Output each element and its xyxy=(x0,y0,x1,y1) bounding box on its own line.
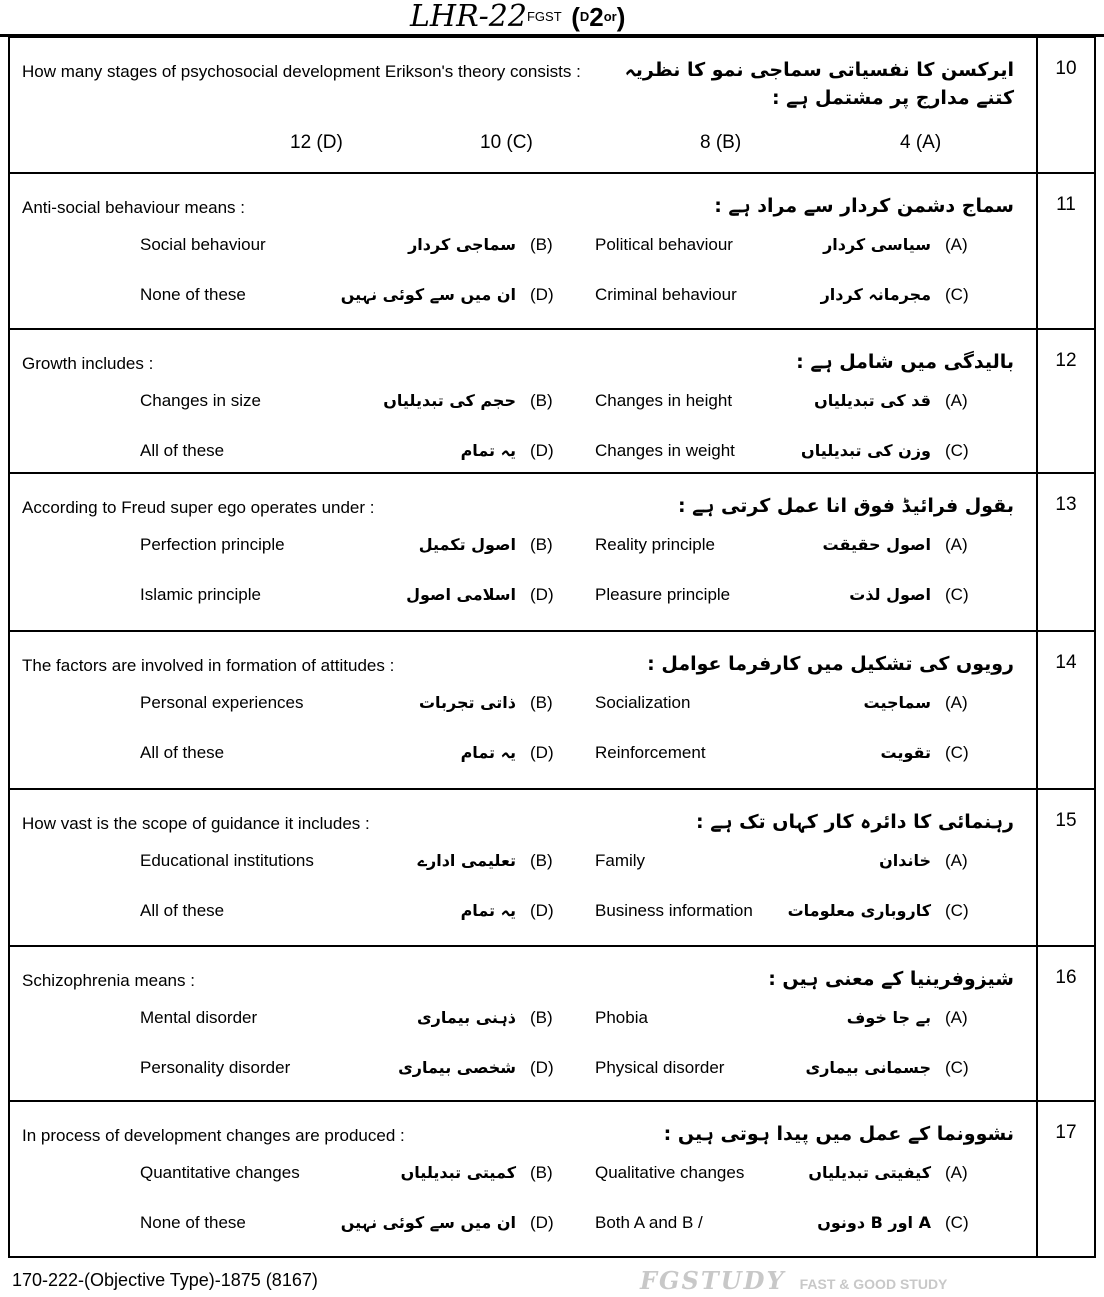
option xyxy=(140,850,570,872)
question-number: 10 xyxy=(1036,38,1094,172)
question-row xyxy=(10,36,1094,172)
option-letter: (C) xyxy=(945,1058,969,1077)
question-text-english: According to Freud super ego operates under : xyxy=(22,498,375,517)
option-letter: (B) xyxy=(530,535,553,554)
footer-code: 170-222-(Objective Type)-1875 (8167) xyxy=(12,1270,318,1290)
option-text-english: Quantitative changes xyxy=(140,1163,300,1182)
option xyxy=(595,534,985,556)
question-row xyxy=(10,1100,1094,1256)
option-letter: (D) xyxy=(530,441,554,460)
option-text: 12 xyxy=(290,132,312,153)
question-text-urdu: رویوں کی تشکیل میں کارفرما عوامل : xyxy=(647,653,1014,675)
option-letter: (C) xyxy=(945,1213,969,1232)
option xyxy=(595,1007,985,1029)
option-text-urdu: ذاتی تجربات xyxy=(418,693,516,712)
watermark xyxy=(640,1266,947,1295)
watermark-tagline: FAST & GOOD STUDY xyxy=(799,1276,948,1292)
option-text-english: Personal experiences xyxy=(140,693,304,712)
option-text-english: Personality disorder xyxy=(140,1058,291,1077)
option xyxy=(140,900,570,922)
option-letter: (A) xyxy=(915,132,942,153)
option-text-english: None of these xyxy=(140,1213,246,1232)
questions-table xyxy=(8,36,1096,1258)
option-letter: (D) xyxy=(530,1058,554,1077)
question-text-english: How vast is the scope of guidance it includes : xyxy=(22,814,370,833)
question-row xyxy=(10,172,1094,328)
option-text-urdu: کیفیتی تبدیلیاں xyxy=(808,1163,931,1182)
option-text-urdu: کمیتی تبدیلیاں xyxy=(400,1163,516,1182)
option-text-urdu: جسمانی بیماری xyxy=(805,1058,931,1077)
question-text-english: In process of development changes are produced : xyxy=(22,1126,405,1145)
option xyxy=(595,234,985,256)
option-letter: (C) xyxy=(945,285,969,304)
option-text-urdu: ان میں سے کوئی نہیں xyxy=(340,1213,516,1232)
question-row xyxy=(10,788,1094,945)
option-letter: (D) xyxy=(530,1213,554,1232)
question-number: 17 xyxy=(1036,1102,1094,1256)
option xyxy=(140,440,570,462)
option-text-urdu: قد کی تبدیلیاں xyxy=(814,391,931,410)
option xyxy=(140,1162,570,1184)
option-text-english: Changes in size xyxy=(140,391,261,410)
option-text: 8 xyxy=(700,132,711,153)
option-letter: (D) xyxy=(530,285,554,304)
option xyxy=(595,692,985,714)
option xyxy=(595,900,985,922)
option-letter: (B) xyxy=(715,132,742,153)
page-suffix: or xyxy=(603,9,617,24)
option-text-urdu: شخصی بیماری xyxy=(398,1058,516,1077)
option-text-english: Phobia xyxy=(595,1008,648,1027)
option-text-english: All of these xyxy=(140,743,225,762)
question-number: 16 xyxy=(1036,947,1094,1100)
option xyxy=(595,390,985,412)
option-letter: (B) xyxy=(530,235,553,254)
option-text-urdu: کاروباری معلومات xyxy=(787,901,931,920)
option-text-english: All of these xyxy=(140,441,225,460)
option-letter: (A) xyxy=(945,235,968,254)
paper-letter: D xyxy=(579,9,590,24)
question-number: 14 xyxy=(1036,632,1094,788)
option-text-english: Both A and B / xyxy=(595,1213,703,1232)
option-text-english: Reinforcement xyxy=(595,743,706,762)
option-text-english: Physical disorder xyxy=(595,1058,725,1077)
question-text-urdu: شیزوفرینیا کے معنی ہیں : xyxy=(768,968,1014,990)
option-letter: (B) xyxy=(530,1163,553,1182)
question-text-english: The factors are involved in formation of attitudes : xyxy=(22,656,395,675)
question-text-urdu: نشوونما کے عمل میں پیدا ہوتی ہیں : xyxy=(663,1123,1014,1145)
option-letter: (D) xyxy=(530,901,554,920)
option-text-urdu: سماجی کردار xyxy=(408,235,516,254)
question-number: 11 xyxy=(1036,174,1094,328)
option xyxy=(595,742,985,764)
option xyxy=(140,692,570,714)
option xyxy=(140,584,570,606)
option-text-urdu: خاندان xyxy=(879,851,931,870)
option-text-english: Changes in weight xyxy=(595,441,735,460)
option-letter: (D) xyxy=(530,743,554,762)
option-text-urdu: ذہنی بیماری xyxy=(416,1008,516,1027)
option-text: 4 xyxy=(900,132,911,153)
option-letter: (C) xyxy=(945,585,969,604)
option xyxy=(595,850,985,872)
option-text-urdu: A اور B دونوں xyxy=(817,1213,931,1232)
option-text-english: Educational institutions xyxy=(140,851,314,870)
option xyxy=(595,1212,985,1234)
option-text-english: Reality principle xyxy=(595,535,715,554)
option xyxy=(140,284,570,306)
option-letter: (B) xyxy=(530,851,553,870)
option xyxy=(290,132,343,154)
option-letter: (B) xyxy=(530,391,553,410)
option-text-english: Perfection principle xyxy=(140,535,285,554)
question-text-english: Anti-social behaviour means : xyxy=(22,198,246,217)
option xyxy=(595,1162,985,1184)
option xyxy=(595,440,985,462)
option-text-english: None of these xyxy=(140,285,246,304)
option-text-urdu: مجرمانہ کردار xyxy=(820,285,931,304)
option xyxy=(140,1007,570,1029)
question-number: 15 xyxy=(1036,790,1094,945)
page-number: 2 xyxy=(589,2,604,32)
option xyxy=(700,132,741,154)
question-number: 13 xyxy=(1036,474,1094,630)
option-text-urdu: تعلیمی ادارے xyxy=(417,851,516,870)
option-text-urdu: سیاسی کردار xyxy=(823,235,931,254)
option xyxy=(480,132,533,154)
option xyxy=(140,1212,570,1234)
option-text-urdu: حجم کی تبدیلیاں xyxy=(383,391,516,410)
option-text-urdu: یہ تمام xyxy=(460,743,516,762)
option-letter: (C) xyxy=(506,132,533,153)
option-letter: (D) xyxy=(316,132,343,153)
option-text-english: Qualitative changes xyxy=(595,1163,745,1182)
option-letter: (A) xyxy=(945,693,968,712)
option-text-english: Changes in height xyxy=(595,391,733,410)
option-letter: (A) xyxy=(945,535,968,554)
question-row xyxy=(10,630,1094,788)
option-text-urdu: اصول حقیقت xyxy=(822,535,931,554)
question-text-english: Growth includes : xyxy=(22,354,154,373)
question-text-urdu: بالیدگی میں شامل ہے : xyxy=(796,351,1014,373)
question-text-english: How many stages of psychosocial development Erikson's theory consists : xyxy=(22,62,581,81)
option-text-urdu: اصول لذت xyxy=(849,585,931,604)
option xyxy=(595,284,985,306)
handwritten-code: LHR-22 xyxy=(410,0,527,34)
option-text-english: Business information xyxy=(595,901,753,920)
option-text-english: Family xyxy=(595,851,646,870)
option-text-urdu: یہ تمام xyxy=(460,441,516,460)
option-letter: (C) xyxy=(945,901,969,920)
option-text-english: Criminal behaviour xyxy=(595,285,737,304)
option-text: 10 xyxy=(480,132,502,153)
option xyxy=(140,742,570,764)
option-letter: (A) xyxy=(945,391,968,410)
option-letter: (C) xyxy=(945,743,969,762)
question-text-urdu: ایرکسن کا نفسیاتی سماجی نمو کا نظریہ کتنے مدارج پر مشتمل ہے : xyxy=(624,59,1014,109)
watermark-brand: FGSTUDY xyxy=(640,1266,786,1295)
option xyxy=(595,584,985,606)
question-text-urdu: بقول فرائیڈ فوق انا عمل کرتی ہے : xyxy=(677,495,1014,517)
option-text-urdu: بے جا خوف xyxy=(846,1008,931,1027)
option-text-english: Mental disorder xyxy=(140,1008,258,1027)
option-text-english: Political behaviour xyxy=(595,235,733,254)
question-text-english: Schizophrenia means : xyxy=(22,971,195,990)
option-letter: (B) xyxy=(530,1008,553,1027)
option xyxy=(140,390,570,412)
option-text-urdu: یہ تمام xyxy=(460,901,516,920)
option-text-urdu: اصول تکمیل xyxy=(418,535,516,554)
option-letter: (A) xyxy=(945,1163,968,1182)
paper-code: FGST xyxy=(526,9,562,24)
option-text-english: Islamic principle xyxy=(140,585,261,604)
option xyxy=(140,234,570,256)
question-number: 12 xyxy=(1036,330,1094,472)
option-text-english: All of these xyxy=(140,901,225,920)
option xyxy=(140,534,570,556)
question-row xyxy=(10,945,1094,1100)
option-text-english: Social behaviour xyxy=(140,235,266,254)
option-letter: (C) xyxy=(945,441,969,460)
option xyxy=(900,132,941,154)
option-text-urdu: اسلامی اصول xyxy=(406,585,516,604)
option-text-urdu: ان میں سے کوئی نہیں xyxy=(340,285,516,304)
option-letter: (B) xyxy=(530,693,553,712)
option-letter: (A) xyxy=(945,1008,968,1027)
option-text-english: Socialization xyxy=(595,693,691,712)
option-text-urdu: تقویت xyxy=(880,743,931,762)
option-text-urdu: وزن کی تبدیلیاں xyxy=(801,441,931,460)
question-text-urdu: سماج دشمن کردار سے مراد ہے : xyxy=(714,195,1014,217)
option-letter: (D) xyxy=(530,585,554,604)
question-row xyxy=(10,328,1094,472)
option-text-urdu: سماجیت xyxy=(863,693,931,712)
option xyxy=(140,1057,570,1079)
option-letter: (A) xyxy=(945,851,968,870)
option-text-english: Pleasure principle xyxy=(595,585,731,604)
question-row xyxy=(10,472,1094,630)
page-header: LHR-$22^{FGST}$ $(^D2^{or})$ xyxy=(410,0,626,34)
option xyxy=(595,1057,985,1079)
question-text-urdu: رہنمائی کا دائرہ کار کہاں تک ہے : xyxy=(696,811,1014,833)
